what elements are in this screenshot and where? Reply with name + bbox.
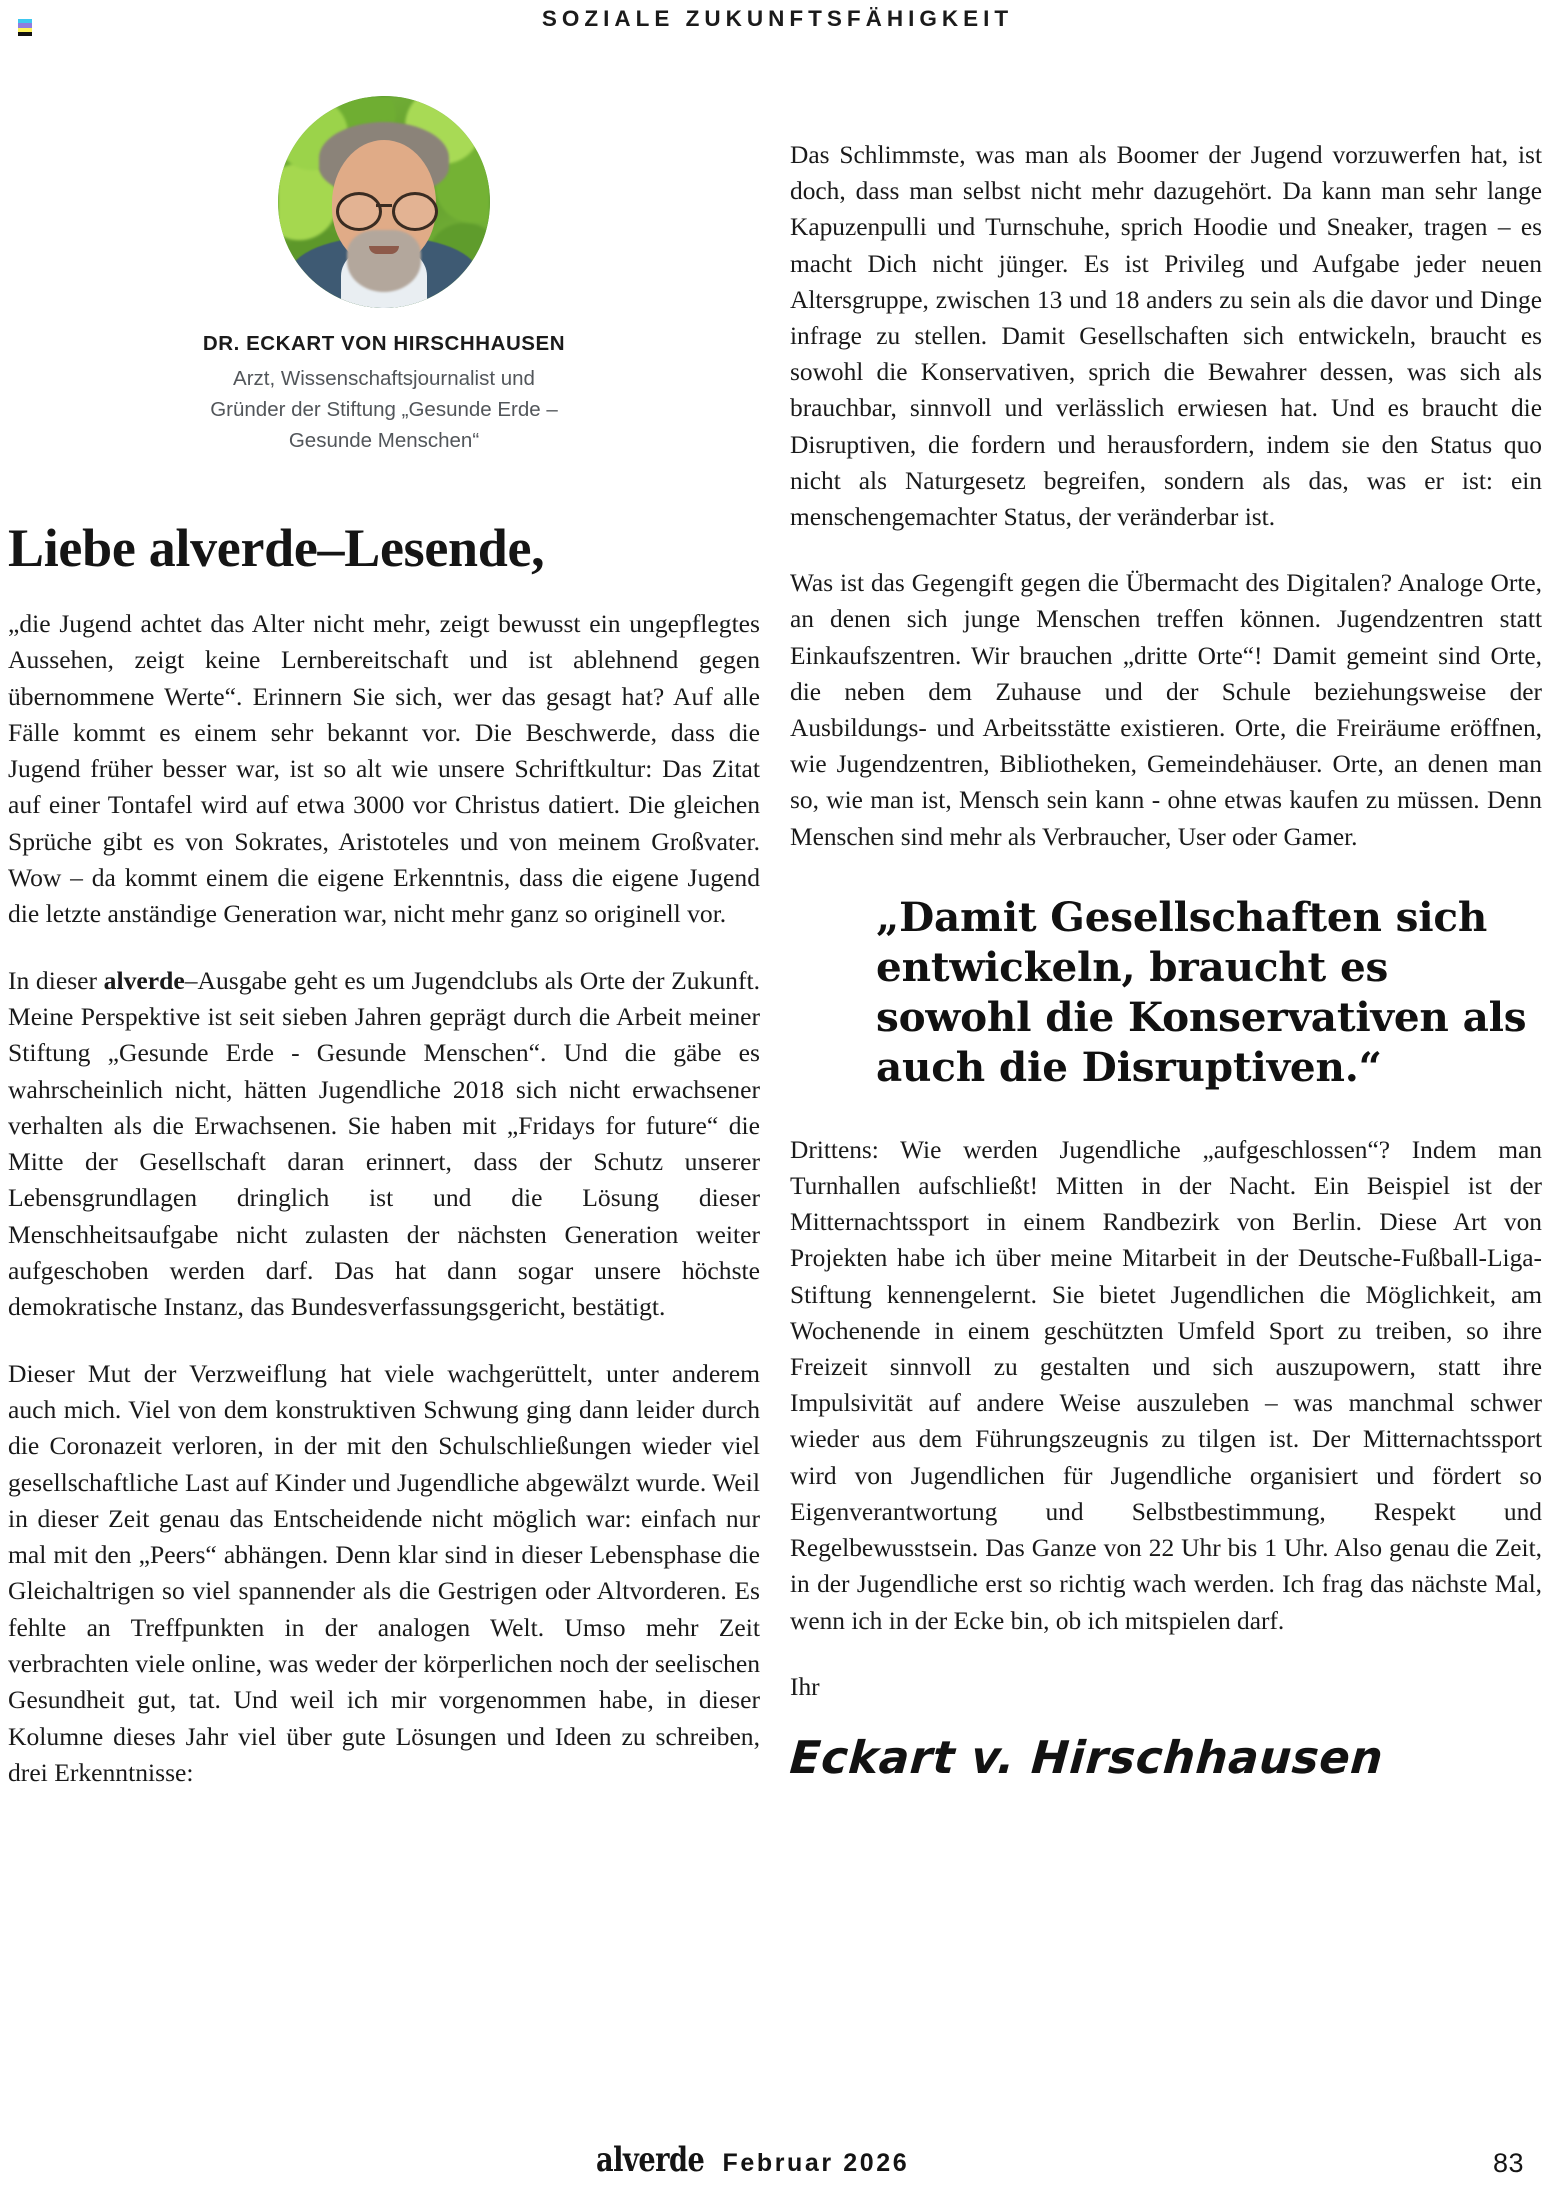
closing-salutation: Ihr — [790, 1672, 820, 1701]
right-column — [790, 137, 1542, 1784]
mouth-shape — [369, 246, 399, 254]
left-column — [8, 96, 760, 1791]
page-title — [8, 519, 760, 577]
author-signature: Eckart v. Hirschhausen — [788, 1730, 1386, 1784]
author-role-line-1: Arzt, Wissenschaftsjournalist und — [233, 367, 535, 390]
author-name: DR. ECKART VON HIRSCHHAUSEN — [202, 332, 566, 355]
headline-before: Liebe — [8, 518, 149, 578]
paragraph — [8, 963, 760, 1326]
paragraph: Drittens: Wie werden Jugendliche „aufgeschlossen“? Indem man Turnhallen aufschließt! Mitten in der Nacht. Ein Beispiel ist der Mitternachtssport in einem Randbezirk von Berlin. Diese Art von Projekten habe ich über meine Mitarbeit in der Deutsche-Fußball-Liga-Stiftung kennengelernt. Sie bietet Jugendlichen die Möglichkeit, am Wochenende in einem geschützten Umfeld Sport zu treiben, so ihre Freizeit sinnvoll zu gestalten und sich auszupowern, statt ihre Impulsivität auf andere Weise auszuleben – was manchmal schwer wieder aus dem Führungszeugnis zu tilgen ist. Der Mitternachtssport wird von Jugendlichen für Jugendliche organisiert und fördert so Eigenverantwortung und Selbstbestimmung, Respekt und Regelbewusstsein. Das Ganze von 22 Uhr bis 1 Uhr. Also genau die Zeit, in der Jugendliche erst so richtig wach werden. Ich frag das nächste Mal, wenn ich in der Ecke bin, ob ich mitspielen darf. — [790, 1135, 1542, 1635]
paragraph: „die Jugend achtet das Alter nicht mehr, zeigt bewusst ein ungepflegtes Aussehen, zeigt keine Lernbereitschaft und ist ablehnend gegen übernommene Werte“. Erinnern Sie sich, wer das gesagt hat? Auf alle Fälle kommt es einem sehr bekannt vor. Die Beschwerde, dass die Jugend früher besser war, ist so alt wie unsere Schriftkultur: Das Zitat auf einer Tontafel wird auf etwa 3000 vor Christus datiert. Die gleichen Sprüche gibt es von Sokrates, Aristoteles und von meinem Großvater. Wow – da kommt einem die eigene Erkenntnis, dass die eigene Jugend die letzte anständige Generation war, nicht mehr ganz so originell vor. — [8, 609, 760, 929]
paragraph-after: –Ausgabe geht es um Jugendclubs als Orte der Zukunft. Meine Perspektive ist seit sieben Jahren geprägt durch die Arbeit meiner Stiftung „Gesunde Erde - Gesunde Menschen“. Und die gäbe es wahrscheinlich nicht, hätten Jugendliche 2018 sich nicht erwachsener verhalten als die Erwachsenen. Sie haben mit „Fridays for future“ die Mitte der Gesellschaft daran erinnert, dass der Schutz unserer Lebensgrundlagen dringlich ist und die Lösung dieser Menschheitsaufgabe nicht zulasten der nächsten Generation weiter aufgeschoben werden darf. Das hat dann sogar unsere höchste demokratische Instanz, das Bundesverfassungsgericht, bestätigt. — [8, 965, 760, 1322]
paragraph: Was ist das Gegengift gegen die Übermacht des Digitalen? Analoge Orte, an denen sich junge Menschen treffen können. Jugendzentren statt Einkaufszentren. Wir brauchen „dritte Orte“! Damit gemeint sind Orte, die neben dem Zuhause und der Schule beziehungsweise der Ausbildungs- und Arbeitsstätte existieren. Orte, die Freiräume eröffnen, wie Jugendzentren, Bibliotheken, Gemeindehäuser. Orte, an denen man so, wie man ist, Mensch sein kann - ohne etwas kaufen zu müssen. Denn Menschen sind mehr als Verbraucher, User oder Gamer. — [790, 569, 1542, 851]
right-body-copy-2 — [790, 1132, 1542, 1639]
author-role-line-3: Gesunde Menschen“ — [288, 429, 480, 452]
glasses-right-lens-icon — [392, 192, 438, 231]
author-photo-container — [8, 96, 760, 308]
footer-issue-date: Februar 2026 — [722, 2149, 910, 2177]
author-role — [8, 363, 760, 456]
black-swatch-icon — [18, 32, 32, 36]
author-role-line-2: Gründer der Stiftung „Gesunde Erde – — [210, 398, 558, 421]
left-body-copy — [8, 606, 760, 1791]
glasses-bridge-icon — [376, 204, 392, 207]
page-number: 83 — [1492, 2148, 1524, 2178]
pull-quote: „Damit Gesellschaften sich entwickeln, braucht es sowohl die Konservativen als auch die Disruptiven.“ — [876, 892, 1527, 1091]
footer-brand-group — [596, 2140, 909, 2180]
right-body-copy — [790, 137, 1542, 855]
page-footer — [0, 2136, 1550, 2180]
headline-after: –Lesende, — [317, 518, 545, 578]
paragraph-before: In dieser — [8, 965, 104, 995]
footer-brand: alverde — [596, 2140, 705, 2180]
glasses-left-lens-icon — [336, 192, 382, 231]
paragraph: Das Schlimmste, was man als Boomer der Jugend vorzuwerfen hat, ist doch, dass man selbst nicht mehr dazugehört. Da kann man sehr lange Kapuzenpulli und Turnschuhe, sprich Hoodie und Sneaker, tragen – es macht Dich nicht jünger. Es ist Privileg und Aufgabe jeder neuen Altersgruppe, zwischen 13 und 18 anders zu sein als die davor und Dinge infrage zu stellen. Damit Gesellschaften sich entwickeln, braucht es sowohl die Konservativen, sprich die Bewahrer dessen, was sich als brauchbar, sinnvoll und verlässlich erwiesen hat. Und es braucht die Disruptiven, die fordern und herausfordern, indem sie den Status quo nicht als Naturgesetz begreifen, sondern als das, was er ist: ein menschengemachter Status, der veränderbar ist. — [790, 141, 1542, 532]
running-head: SOZIALE ZUKUNFTSFÄHIGKEIT — [541, 6, 1014, 31]
inline-brand: alverde — [103, 965, 185, 995]
paragraph: Dieser Mut der Verzweiflung hat viele wachgerüttelt, unter anderem auch mich. Viel von dem konstruktiven Schwung ging dann leider durch die Coronazeit verloren, in der mit den Schulschließungen wieder viel gesellschaftliche Last auf Kinder und Jugendliche abgewälzt wurde. Weil in dieser Zeit genau das Entscheidende nicht möglich war: einfach nur mal mit den „Peers“ abhängen. Denn klar sind in dieser Lebensphase die Gleichaltrigen so viel spannender als die Gestrigen oder Altvorderen. Es fehlte an Treffpunkten in der analogen Welt. Umso mehr Zeit verbrachten viele online, was weder der körperlichen noch der seelischen Gesundheit gut, tat. Und weil ich mir vorgenommen habe, in dieser Kolumne dieses Jahr viel über gute Lösungen und Ideen zu schreiben, drei Erkenntnisse: — [8, 1358, 760, 1787]
beard-shape — [347, 230, 421, 292]
headline-brand: alverde — [148, 518, 318, 578]
author-portrait-photo — [278, 96, 490, 308]
